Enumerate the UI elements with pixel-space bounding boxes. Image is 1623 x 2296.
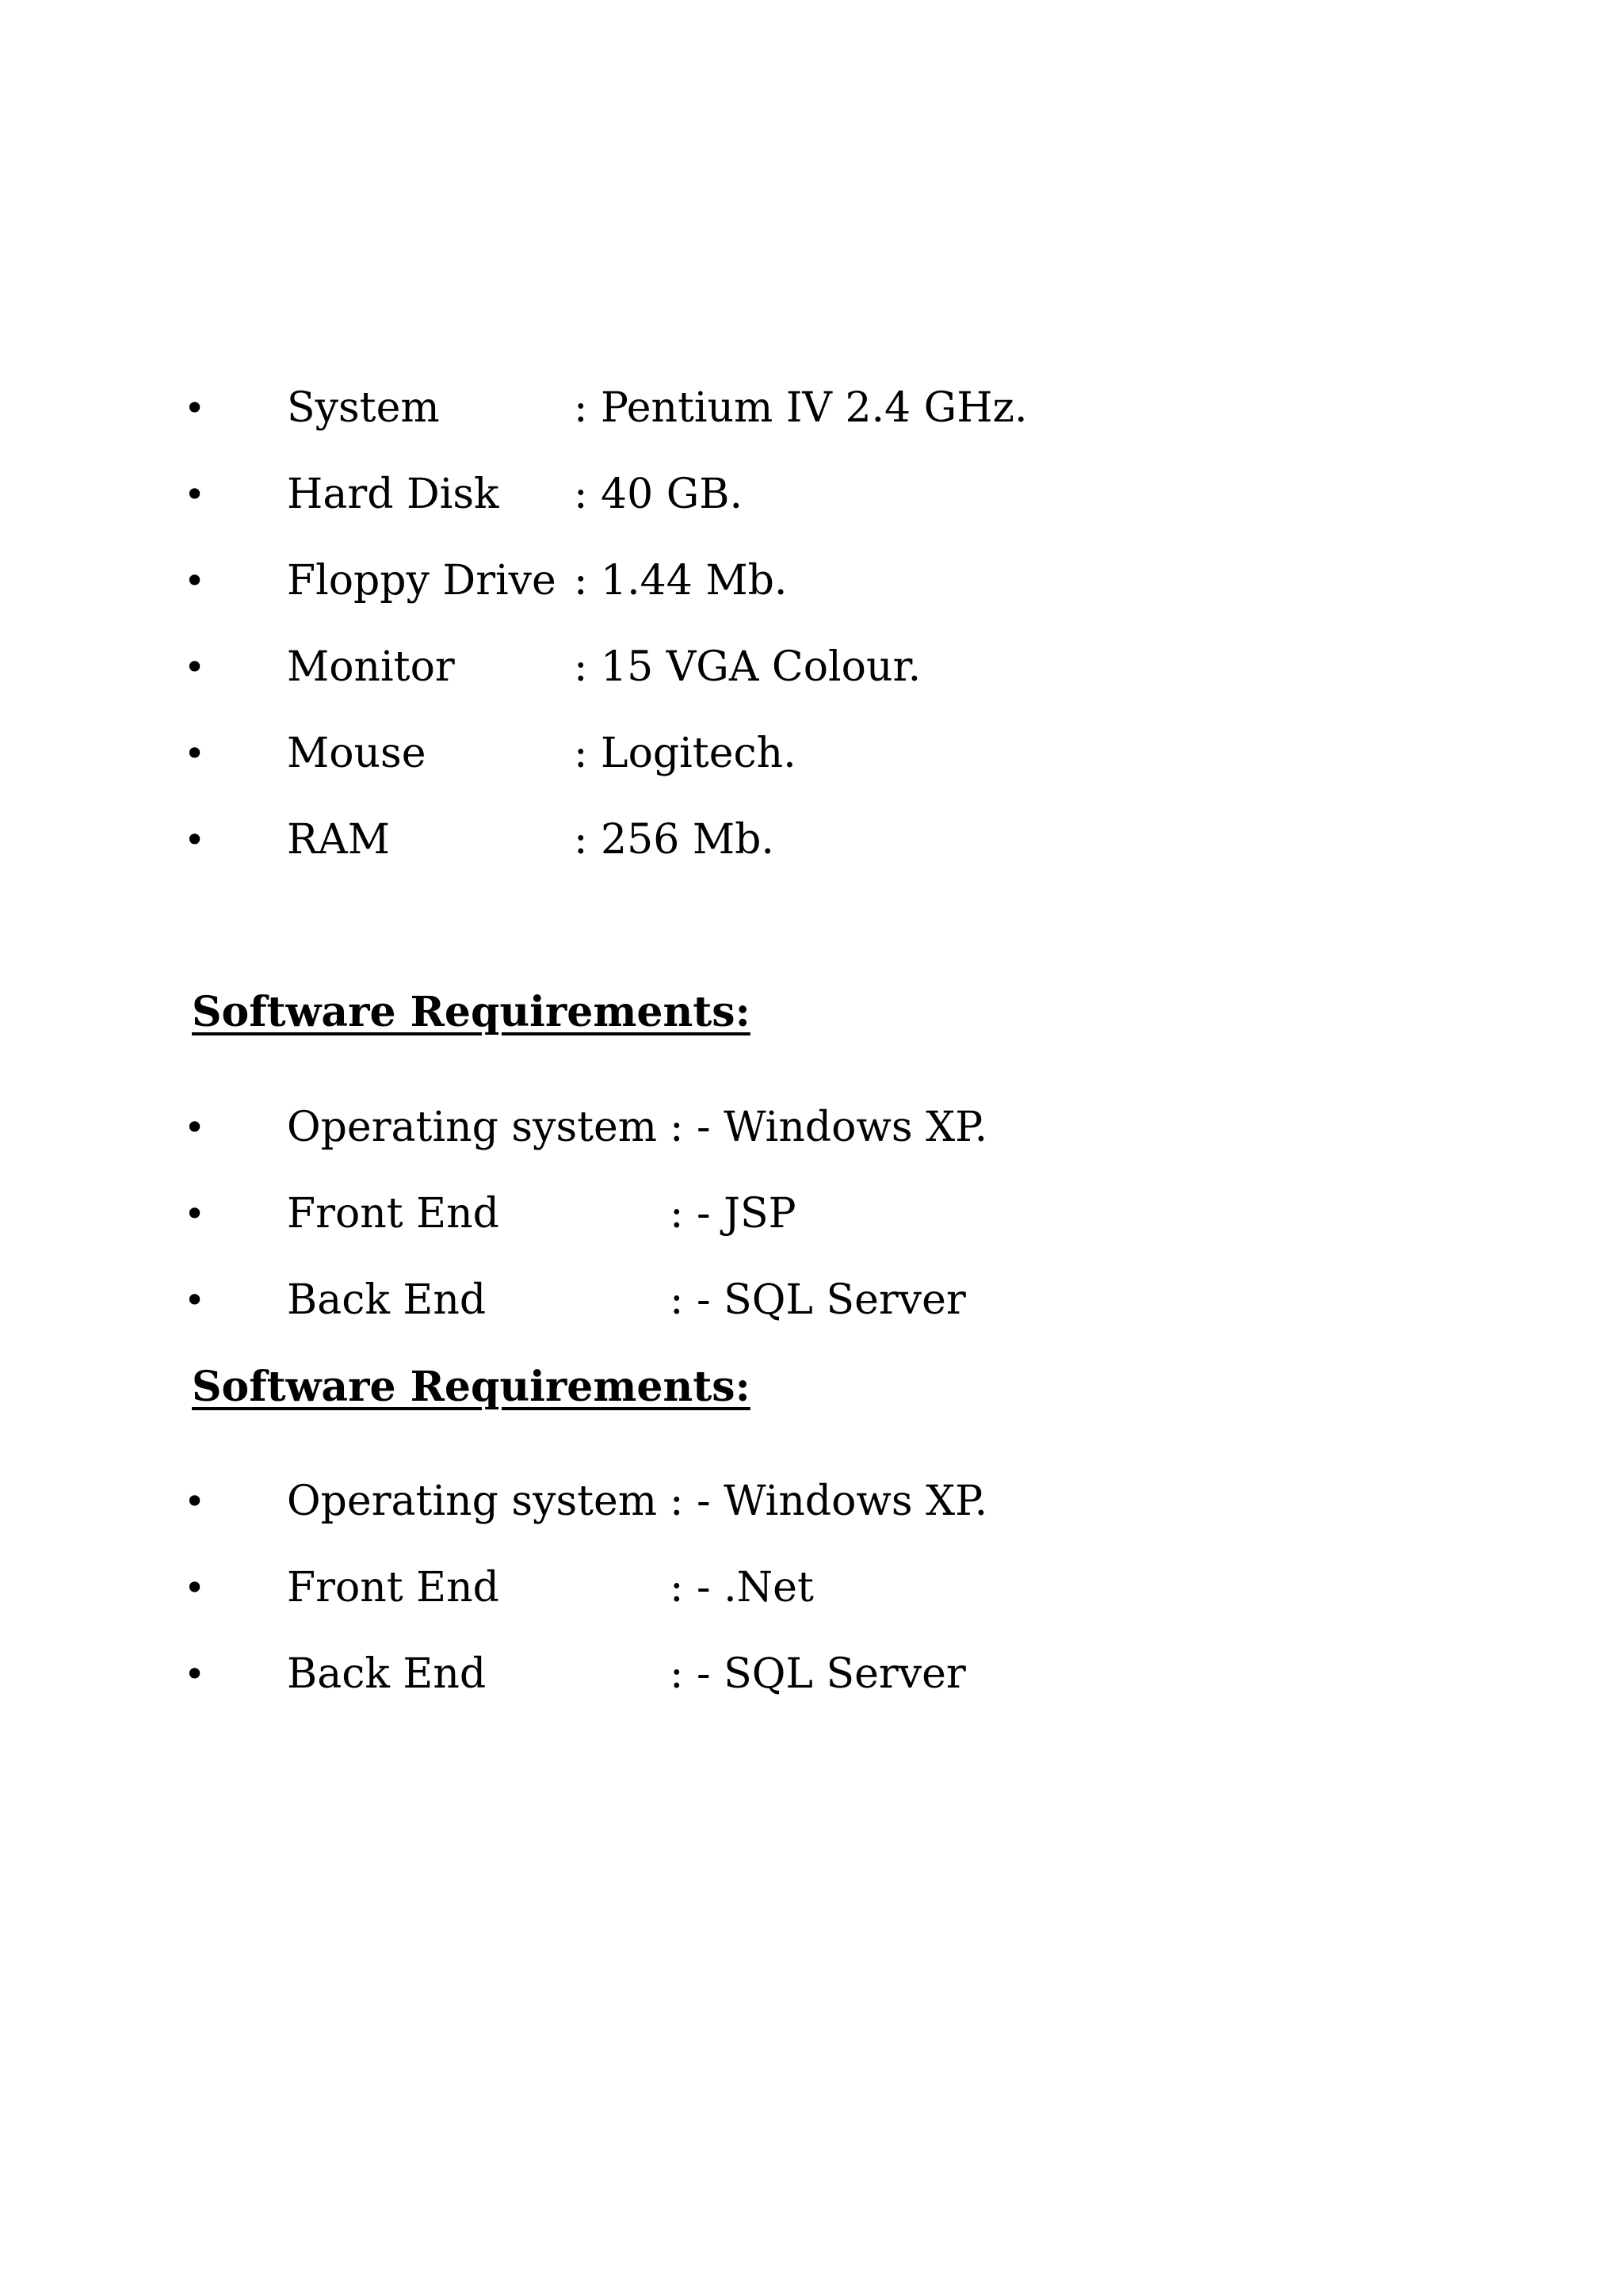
software-requirements-heading: Software Requirements: <box>192 1363 750 1411</box>
bullet-icon: • <box>184 646 206 688</box>
item-label: Front End <box>287 1564 499 1611</box>
bullet-icon: • <box>184 1566 206 1609</box>
item-label: Mouse <box>287 730 426 777</box>
item-label: System <box>287 384 440 432</box>
item-value: : Pentium IV 2.4 GHz. <box>574 384 1028 432</box>
item-value: : - SQL Server <box>670 1650 966 1698</box>
item-label: Front End <box>287 1190 499 1238</box>
bullet-icon: • <box>184 1653 206 1695</box>
item-label: Operating system <box>287 1478 658 1525</box>
item-label: Monitor <box>287 643 455 691</box>
bullet-icon: • <box>184 732 206 775</box>
bullet-icon: • <box>184 1106 206 1149</box>
item-label: Back End <box>287 1650 487 1698</box>
bullet-icon: • <box>184 1480 206 1523</box>
item-label: RAM <box>287 816 390 864</box>
item-value: : Logitech. <box>574 730 796 777</box>
item-value: : - SQL Server <box>670 1276 966 1324</box>
item-value: : 256 Mb. <box>574 816 774 864</box>
bullet-icon: • <box>184 818 206 861</box>
item-label: Hard Disk <box>287 471 499 518</box>
item-value: : - JSP <box>670 1190 796 1238</box>
bullet-icon: • <box>184 473 206 516</box>
item-value: : 15 VGA Colour. <box>574 643 922 691</box>
item-value: : - Windows XP. <box>670 1104 988 1151</box>
bullet-icon: • <box>184 387 206 429</box>
bullet-icon: • <box>184 1279 206 1322</box>
item-value: : - .Net <box>670 1564 814 1611</box>
software-requirements-heading: Software Requirements: <box>192 988 750 1036</box>
item-value: : 1.44 Mb. <box>574 557 788 605</box>
item-label: Floppy Drive <box>287 557 556 605</box>
bullet-icon: • <box>184 559 206 602</box>
item-label: Operating system <box>287 1104 658 1151</box>
item-label: Back End <box>287 1276 487 1324</box>
item-value: : - Windows XP. <box>670 1478 988 1525</box>
item-value: : 40 GB. <box>574 471 743 518</box>
bullet-icon: • <box>184 1192 206 1235</box>
